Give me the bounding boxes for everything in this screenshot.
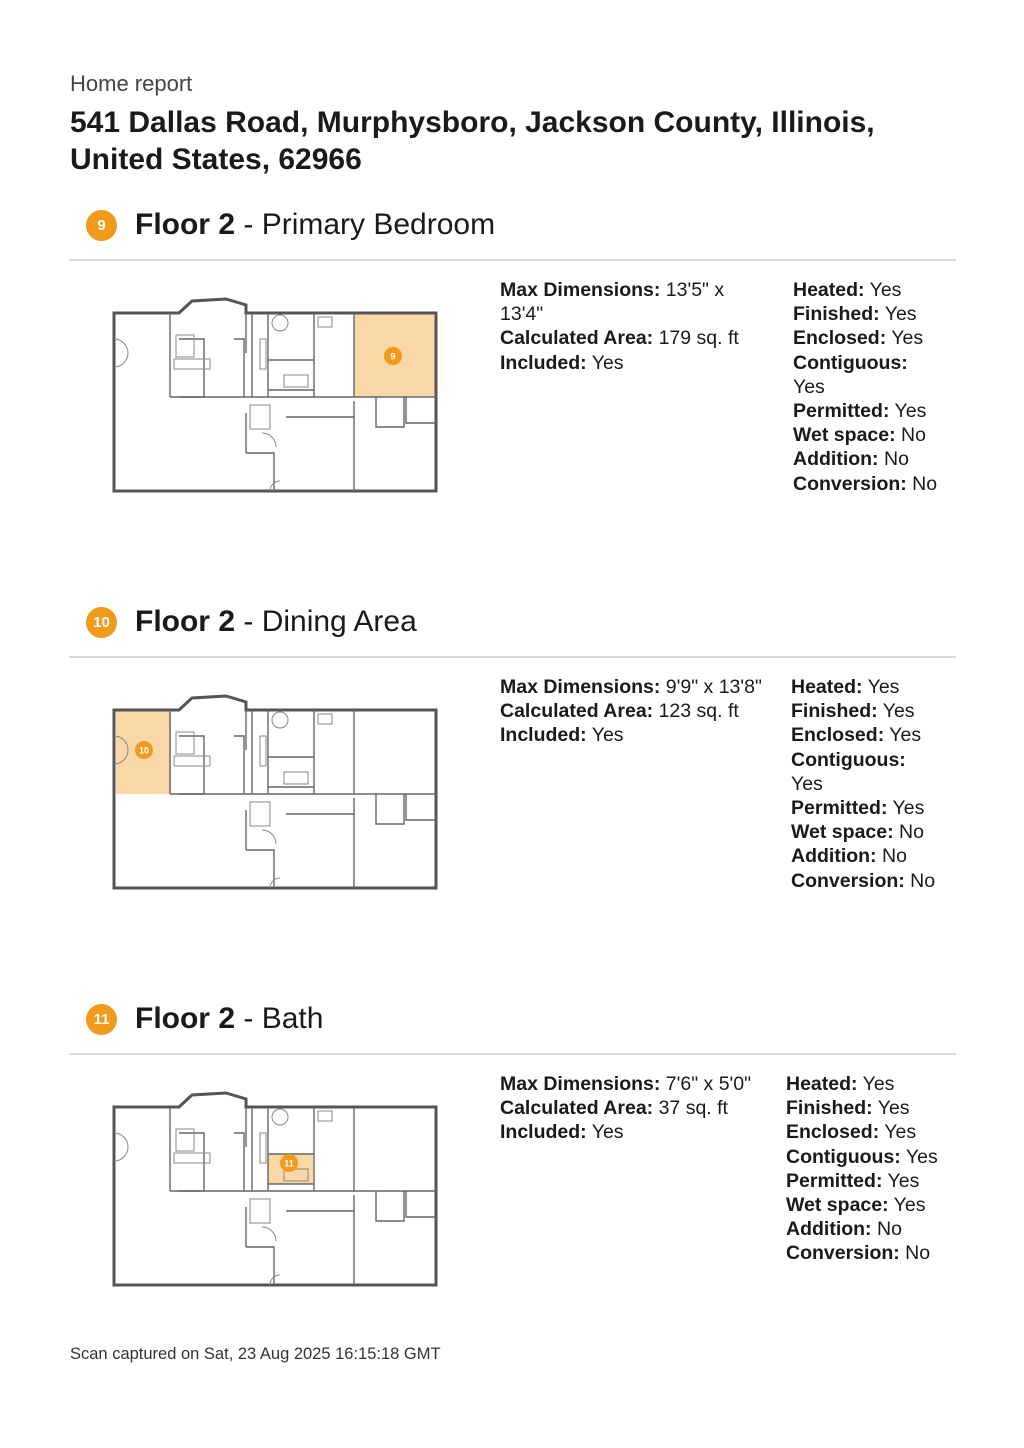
floor-label: Floor 2 (135, 208, 236, 241)
enclosed: Enclosed: Yes (791, 724, 922, 747)
finished: Finished: Yes (793, 303, 917, 326)
room-number-badge: 10 (86, 607, 117, 638)
calculated-area: Calculated Area: 123 sq. ft (500, 700, 739, 723)
addition: Addition: No (793, 448, 909, 471)
conversion: Conversion: No (793, 472, 938, 495)
room-attributes (786, 1072, 956, 1266)
contiguous: Contiguous: Yes (786, 1145, 938, 1168)
room-name: Bath (261, 1002, 324, 1035)
permitted: Permitted: Yes (786, 1169, 920, 1192)
room-header (86, 600, 417, 644)
finished: Finished: Yes (786, 1097, 910, 1120)
room-header (86, 997, 323, 1041)
max-dimensions: Max Dimensions: 9'9" x 13'8" (500, 676, 762, 698)
enclosed: Enclosed: Yes (786, 1121, 917, 1144)
room-marker-label: 11 (284, 1158, 294, 1169)
room-title (135, 208, 495, 242)
room-title (135, 605, 417, 639)
included: Included: Yes (500, 724, 624, 747)
calculated-area: Calculated Area: 179 sq. ft (500, 327, 739, 350)
contiguous: Contiguous: Yes (793, 351, 908, 398)
room-dimensions (500, 278, 765, 375)
floor-plan-thumbnail (104, 680, 449, 896)
floor-label: Floor 2 (135, 1002, 236, 1035)
conversion: Conversion: No (791, 869, 936, 892)
room-attributes (791, 675, 941, 893)
room-marker-label: 10 (138, 745, 150, 756)
report-eyebrow: Home report (70, 71, 193, 96)
conversion: Conversion: No (786, 1242, 931, 1265)
wet-space: Wet space: Yes (786, 1194, 926, 1217)
wet-space: Wet space: No (791, 821, 924, 844)
included: Included: Yes (500, 1121, 624, 1144)
room-number-badge: 9 (86, 210, 117, 241)
room-header (86, 203, 495, 247)
permitted: Permitted: Yes (793, 400, 927, 423)
title-separator: - (235, 208, 262, 241)
section-divider (69, 259, 956, 261)
scan-timestamp: Scan captured on Sat, 23 Aug 2025 16:15:18 GMT (70, 1345, 441, 1363)
room-name: Primary Bedroom (261, 208, 496, 241)
floor-plan-thumbnail (104, 283, 449, 499)
included: Included: Yes (500, 351, 624, 374)
property-address: 541 Dallas Road, Murphysboro, Jackson County, Illinois, United States, 62966 (70, 106, 875, 176)
permitted: Permitted: Yes (791, 797, 925, 820)
heated: Heated: Yes (791, 676, 900, 698)
max-dimensions: Max Dimensions: 13'5" x 13'4" (500, 279, 725, 326)
room-marker-label: 9 (390, 351, 396, 362)
floor-label: Floor 2 (135, 605, 236, 638)
wet-space: Wet space: No (793, 424, 926, 447)
contiguous: Contiguous: Yes (791, 748, 906, 795)
enclosed: Enclosed: Yes (793, 327, 924, 350)
room-dimensions (500, 1072, 765, 1145)
room-title (135, 1002, 323, 1036)
floor-plan-walls (114, 1093, 436, 1285)
max-dimensions: Max Dimensions: 7'6" x 5'0" (500, 1073, 752, 1095)
addition: Addition: No (786, 1218, 902, 1241)
room-section (0, 203, 1024, 563)
title-separator: - (235, 1002, 262, 1035)
addition: Addition: No (791, 845, 907, 868)
room-dimensions (500, 675, 765, 748)
room-name: Dining Area (261, 605, 417, 638)
room-number-badge: 11 (86, 1004, 117, 1035)
title-separator: - (235, 605, 262, 638)
room-section (0, 997, 1024, 1357)
floor-plan-thumbnail (104, 1077, 449, 1293)
room-attributes (793, 278, 943, 496)
heated: Heated: Yes (793, 279, 902, 301)
finished: Finished: Yes (791, 700, 915, 723)
room-section (0, 600, 1024, 960)
calculated-area: Calculated Area: 37 sq. ft (500, 1097, 728, 1120)
section-divider (69, 656, 956, 658)
heated: Heated: Yes (786, 1073, 895, 1095)
section-divider (69, 1053, 956, 1055)
